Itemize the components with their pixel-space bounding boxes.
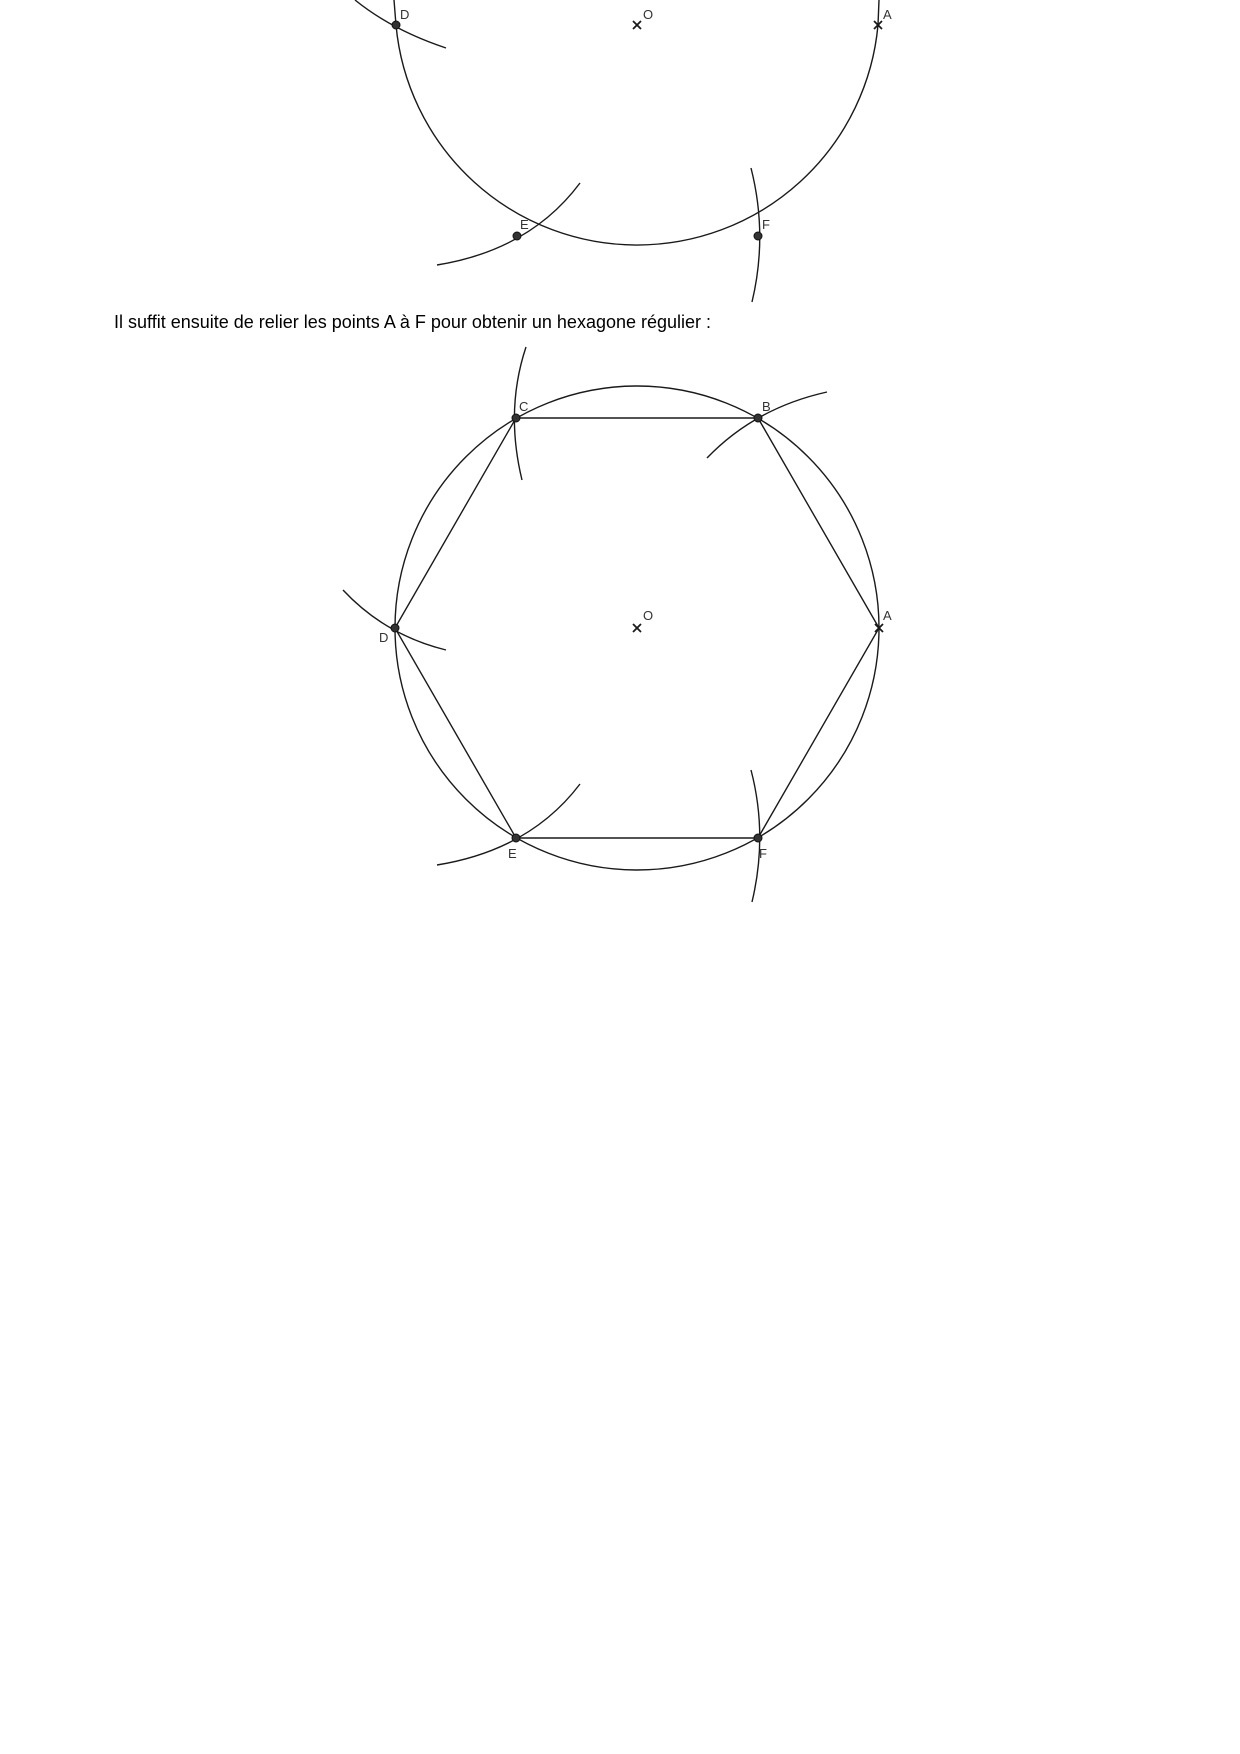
label-f: F: [762, 217, 770, 232]
center-point-o: [633, 21, 641, 29]
label-o: O: [643, 608, 654, 623]
point-c: [512, 414, 520, 422]
label-d: D: [379, 630, 389, 645]
point-f: [754, 232, 762, 240]
compass-arc-e: [437, 183, 580, 265]
center-point-o: [633, 624, 641, 632]
instruction-text: Il suffit ensuite de relier les points A à F pour obtenir un hexagone régulier :: [114, 312, 712, 332]
label-c: C: [519, 399, 529, 414]
point-f: [754, 834, 762, 842]
point-b: [754, 414, 762, 422]
label-o: O: [643, 7, 654, 22]
label-e: E: [520, 217, 529, 232]
label-b: B: [762, 399, 771, 414]
point-d: [392, 21, 400, 29]
label-f: F: [759, 846, 767, 861]
label-d: D: [400, 7, 410, 22]
point-e: [513, 232, 521, 240]
label-a: A: [883, 608, 892, 623]
point-e: [512, 834, 520, 842]
circle-arc-bottom: [396, 25, 878, 245]
construction-figure-top: [0, 0, 1240, 310]
label-e: E: [508, 846, 517, 861]
point-d: [391, 624, 399, 632]
label-a: A: [883, 7, 892, 22]
construction-figure-bottom: [0, 330, 1240, 930]
circle-edge-right: [878, 0, 879, 25]
